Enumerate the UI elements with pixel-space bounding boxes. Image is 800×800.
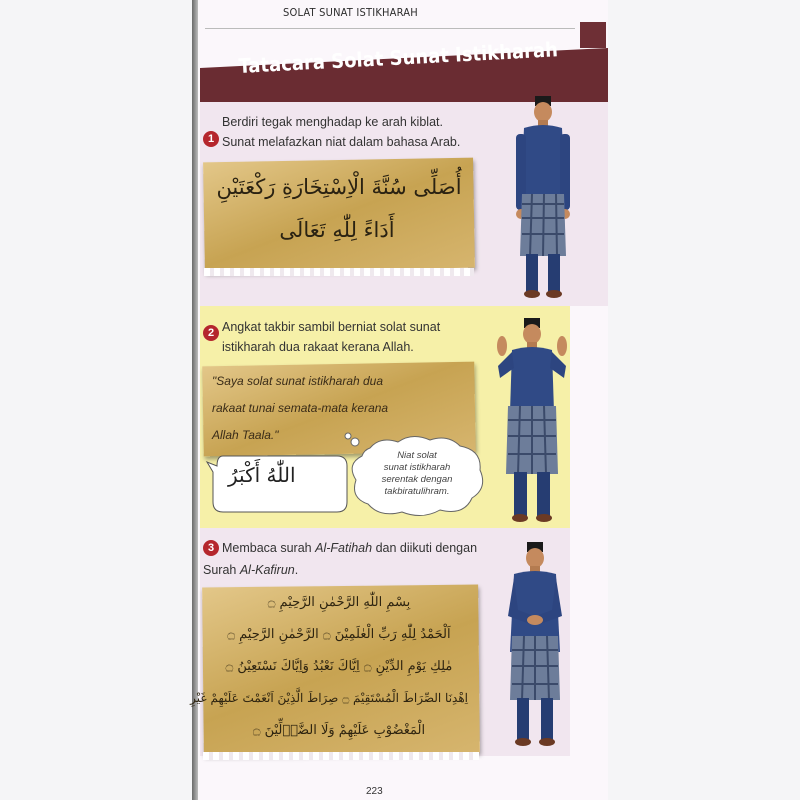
surah-fatihah-name: Al-Fatihah [315, 541, 373, 555]
step-3-line-2 [203, 560, 298, 580]
fatihah-line-3: مٰلِكِ يَوْمِ الدِّيْنِ ۝ اِيَّاكَ نَعْبُدُ وَاِيَّاكَ نَسْتَعِيْنُ ۝ [225, 659, 453, 674]
step-number-3: 3 [203, 540, 219, 556]
step-1-line-1: Berdiri tegak menghadap ke arah kiblat. [222, 115, 443, 129]
fatihah-line-2: اَلْحَمْدُ لِلّٰهِ رَبِّ الْعٰلَمِيْنَ ۝ الرَّحْمٰنِ الرَّحِيْمِ ۝ [227, 627, 451, 642]
header-rule [205, 28, 575, 29]
running-header: SOLAT SUNAT ISTIKHARAH [283, 6, 418, 19]
thought-line-4: takbiratulihram. [384, 486, 450, 497]
person-takbir-illustration [492, 316, 572, 524]
step-2-line-1: Angkat takbir sambil berniat solat sunat [222, 320, 441, 334]
step-3-text: . [294, 563, 299, 577]
arabic-niat-line-2: أَدَاءً لِلّٰهِ تَعَالَى [279, 218, 395, 242]
page-title: Tatacara Solat Sunat Istikharah [238, 37, 559, 78]
person-standing-illustration [508, 94, 578, 300]
niat-quote-line-2: rakaat tunai semata-mata kerana [212, 401, 389, 415]
surah-kafirun-name: Al-Kafirun [239, 563, 295, 577]
thought-line-2: sunat istikharah [383, 462, 451, 473]
step-3-line-1 [222, 538, 477, 558]
step-number-1: 1 [203, 131, 219, 147]
fatihah-line-5: الْمَغْضُوْبِ عَلَيْهِمْ وَلَا الضَّاۤلِّيْنَ ۝ [252, 723, 426, 738]
person-qiyam-illustration [500, 540, 570, 748]
thought-line-3: serentak dengan [381, 474, 453, 485]
corner-block [580, 22, 606, 48]
takbir-arabic: اللّٰهُ أَكْبَرُ [228, 463, 296, 487]
thought-line-1: Niat solat [397, 450, 437, 461]
step-3-text: Surah [203, 563, 240, 577]
fatihah-line-1: بِسْمِ اللّٰهِ الرَّحْمٰنِ الرَّحِيْمِ ۝ [267, 595, 411, 610]
step-number-2: 2 [203, 325, 219, 341]
step-2-line-2: istikharah dua rakaat kerana Allah. [222, 340, 414, 354]
niat-quote-line-3: Allah Taala." [212, 428, 279, 442]
step-3-text: dan diikuti dengan [372, 541, 478, 555]
torn-edge [203, 752, 479, 760]
torn-edge [204, 268, 474, 276]
fatihah-line-4: اِهْدِنَا الصِّرَاطَ الْمُسْتَقِيْمَ ۝ صِرَاطَ الَّذِيْنَ اَنْعَمْتَ عَلَيْهِمْ غَيْرِ [190, 691, 468, 705]
page-number: 223 [366, 786, 383, 797]
niat-quote-line-1: "Saya solat sunat istikharah dua [212, 374, 384, 388]
step-3-text: Membaca surah [222, 541, 316, 555]
step-1-line-2: Sunat melafazkan niat dalam bahasa Arab. [222, 135, 461, 149]
arabic-niat-line-1: أُصَلِّى سُنَّةَ الْاِسْتِخَارَةِ رَكْعَتَيْنِ [216, 175, 462, 199]
